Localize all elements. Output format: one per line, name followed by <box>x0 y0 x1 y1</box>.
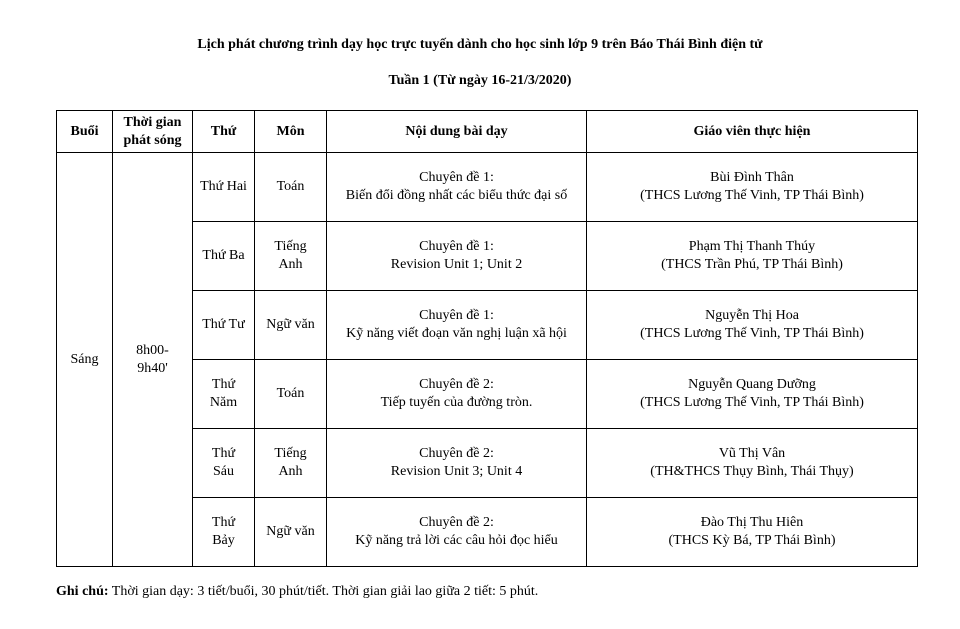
schedule-table <box>56 110 918 567</box>
day-cell <box>193 429 255 498</box>
day-cell-line: Thứ Ba <box>202 248 245 263</box>
content-cell-line: Revision Unit 3; Unit 4 <box>390 464 523 479</box>
day-cell-line: Thứ <box>211 377 236 392</box>
subject-cell-line: Anh <box>278 464 303 479</box>
teacher-cell-line: (TH&THCS Thụy Bình, Thái Thụy) <box>650 464 854 479</box>
day-cell <box>193 360 255 429</box>
subject-cell <box>255 291 327 360</box>
subject-cell-line: Toán <box>276 386 305 401</box>
week-subtitle: Tuần 1 (Từ ngày 16-21/3/2020) <box>388 73 572 88</box>
teacher-cell-line: (THCS Kỳ Bá, TP Thái Bình) <box>668 533 836 548</box>
subject-cell-line: Toán <box>276 179 305 194</box>
subject-cell-line: Ngữ văn <box>266 524 315 539</box>
teacher-cell-line: Vũ Thị Vân <box>718 446 786 461</box>
footnote-label: Ghi chú: <box>56 584 109 599</box>
content-cell-line: Chuyên đề 1: <box>419 170 494 185</box>
header-subject: Môn <box>255 111 327 153</box>
broadcast-time-line: 8h00- <box>136 342 169 358</box>
teacher-cell-line: Phạm Thị Thanh Thúy <box>688 239 816 254</box>
header-time-line: Thời gian <box>123 114 182 130</box>
table-row <box>57 153 918 222</box>
day-cell-line: Bảy <box>212 533 235 548</box>
subject-cell-line: Ngữ văn <box>266 317 315 332</box>
content-cell-line: Chuyên đề 2: <box>419 377 494 392</box>
content-cell-line: Kỹ năng trả lời các câu hỏi đọc hiểu <box>355 533 558 548</box>
subject-cell <box>255 498 327 567</box>
content-cell-line: Chuyên đề 2: <box>419 515 494 530</box>
teacher-cell <box>587 429 918 498</box>
header-time-line: phát sóng <box>123 132 182 148</box>
content-cell <box>327 291 587 360</box>
teacher-cell <box>587 360 918 429</box>
teacher-cell-line: Bùi Đình Thân <box>710 170 794 185</box>
footnote-text: Thời gian dạy: 3 tiết/buổi, 30 phút/tiết. Thời gian giải lao giữa 2 tiết: 5 phút. <box>111 584 539 599</box>
header-content: Nội dung bài dạy <box>327 111 587 153</box>
broadcast-time-line: 9h40' <box>137 360 168 376</box>
day-cell-line: Thứ Hai <box>200 179 247 194</box>
teacher-cell-line: Nguyễn Thị Hoa <box>705 308 799 323</box>
header-teacher: Giáo viên thực hiện <box>587 111 918 153</box>
day-cell <box>193 291 255 360</box>
subject-cell <box>255 429 327 498</box>
content-cell-line: Chuyên đề 2: <box>419 446 494 461</box>
day-cell <box>193 153 255 222</box>
teacher-cell-line: (THCS Lương Thế Vinh, TP Thái Bình) <box>640 326 864 341</box>
subject-cell-line: Anh <box>278 257 303 272</box>
teacher-cell-line: (THCS Lương Thế Vinh, TP Thái Bình) <box>640 188 864 203</box>
teacher-cell <box>587 153 918 222</box>
schedule-body <box>57 153 918 567</box>
subject-cell <box>255 153 327 222</box>
content-cell-line: Tiếp tuyến của đường tròn. <box>380 395 533 410</box>
header-time <box>113 111 193 153</box>
subject-cell-line: Tiếng <box>274 446 307 461</box>
teacher-cell-line: Đào Thị Thu Hiên <box>700 515 804 530</box>
content-cell-line: Biến đổi đồng nhất các biểu thức đại số <box>345 188 568 203</box>
day-cell <box>193 222 255 291</box>
subject-cell <box>255 360 327 429</box>
content-cell <box>327 498 587 567</box>
teacher-cell-line: (THCS Trần Phú, TP Thái Bình) <box>661 257 843 272</box>
teacher-cell <box>587 498 918 567</box>
day-cell <box>193 498 255 567</box>
day-cell-line: Năm <box>209 395 238 410</box>
broadcast-time-cell <box>113 153 193 567</box>
content-cell <box>327 222 587 291</box>
session-cell: Sáng <box>57 153 113 567</box>
document-title: Lịch phát chương trình dạy học trực tuyến dành cho học sinh lớp 9 trên Báo Thái Bình điện tử <box>197 37 763 52</box>
subject-cell <box>255 222 327 291</box>
footnote <box>56 584 538 600</box>
content-cell <box>327 153 587 222</box>
teacher-cell <box>587 222 918 291</box>
teacher-cell <box>587 291 918 360</box>
content-cell-line: Revision Unit 1; Unit 2 <box>390 257 523 272</box>
teacher-cell-line: (THCS Lương Thế Vinh, TP Thái Bình) <box>640 395 864 410</box>
header-day: Thứ <box>193 111 255 153</box>
content-cell <box>327 429 587 498</box>
table-header-row <box>57 111 918 153</box>
subject-cell-line: Tiếng <box>274 239 307 254</box>
content-cell-line: Chuyên đề 1: <box>419 308 494 323</box>
day-cell-line: Thứ <box>211 515 236 530</box>
day-cell-line: Thứ Tư <box>202 317 245 332</box>
day-cell-line: Sáu <box>213 464 234 479</box>
day-cell-line: Thứ <box>211 446 236 461</box>
content-cell-line: Chuyên đề 1: <box>419 239 494 254</box>
header-session: Buổi <box>57 111 113 153</box>
teacher-cell-line: Nguyễn Quang Dưỡng <box>688 377 816 392</box>
content-cell-line: Kỹ năng viết đoạn văn nghị luận xã hội <box>346 326 567 341</box>
content-cell <box>327 360 587 429</box>
